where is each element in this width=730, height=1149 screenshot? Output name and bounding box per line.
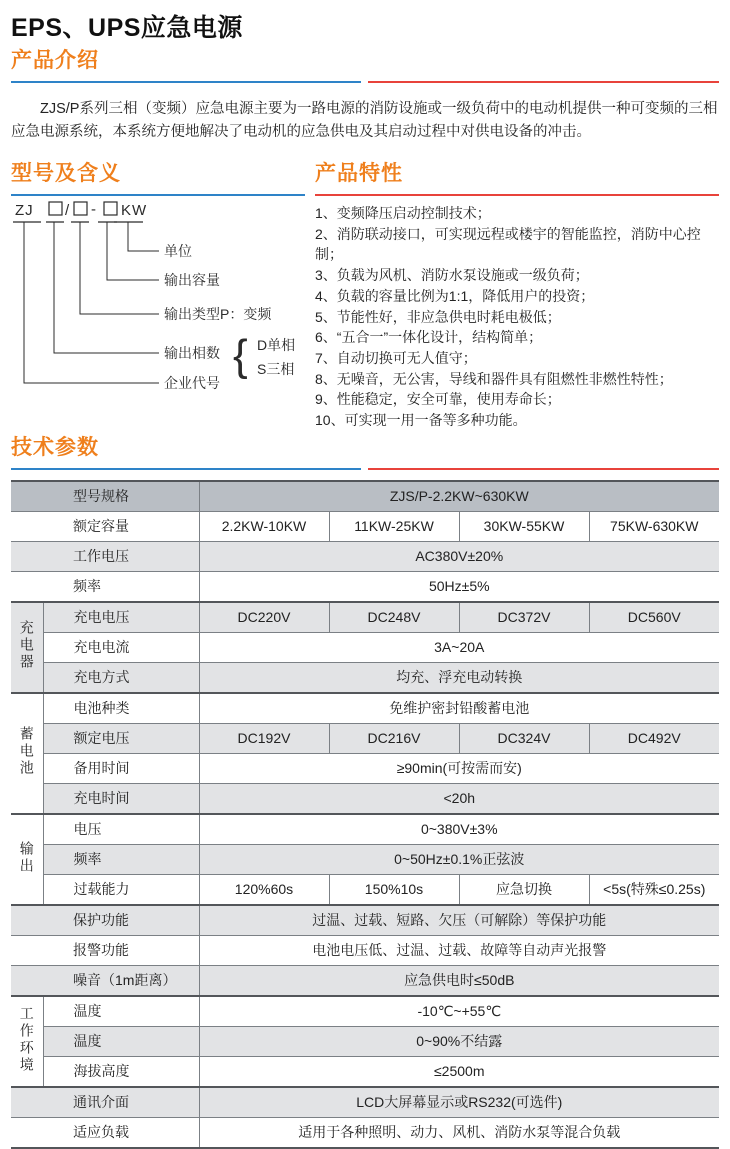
model-code-box (104, 202, 117, 215)
spec-label: 电压 (43, 814, 199, 845)
rule-red-segment (368, 81, 719, 83)
spec-value: DC492V (589, 723, 719, 753)
feature-item: 6、“五合一”一体化设计，结构简单； (315, 329, 543, 346)
table-row (11, 1056, 719, 1087)
table-row (11, 723, 719, 753)
model-code-box (74, 202, 87, 215)
table-row (11, 753, 719, 783)
spec-value: DC324V (459, 723, 589, 753)
spec-value: 电池电压低、过温、过载、故障等自动声光报警 (199, 935, 719, 965)
table-row (11, 481, 719, 512)
spec-value: 应急供电时≤50dB (199, 965, 719, 996)
spec-value: DC216V (329, 723, 459, 753)
feature-item: 9、性能稳定，安全可靠，使用寿命长； (315, 391, 561, 408)
spec-value: 免维护密封铅酸蓄电池 (199, 693, 719, 724)
model-code-prefix: ZJ (15, 202, 34, 219)
feature-item: 4、负载的容量比例为1:1，降低用户的投资； (315, 287, 595, 304)
page-title: EPS、UPS应急电源 (11, 14, 243, 42)
spec-label: 噪音（1m距离） (11, 965, 199, 996)
callout-phase-d: D单相 (257, 337, 296, 353)
spec-label: 保护功能 (11, 905, 199, 936)
feature-item: 8、无噪音，无公害，导线和器件具有阻燃性非燃性特性； (315, 370, 673, 387)
rule-blue-segment (11, 468, 361, 470)
table-row (11, 844, 719, 874)
spec-value: 50Hz±5% (199, 571, 719, 602)
spec-value: 0~90%不结露 (199, 1026, 719, 1056)
model-code-diagram-svg (11, 198, 315, 420)
table-row (11, 1026, 719, 1056)
spec-value: 适用于各种照明、动力、风机、消防水泵等混合负载 (199, 1117, 719, 1148)
spec-value: ≥90min(可按需而安) (199, 753, 719, 783)
section-heading-features: 产品特性 (315, 162, 403, 185)
spec-label: 海拔高度 (43, 1056, 199, 1087)
spec-label: 适应负载 (11, 1117, 199, 1148)
callout-type: 输出类型P：变频 (164, 306, 272, 322)
brace-glyph: { (233, 331, 248, 380)
model-code-diagram (11, 198, 315, 420)
spec-value: 30KW-55KW (459, 511, 589, 541)
feature-item: 10、可实现一用一备等多种功能。 (315, 412, 527, 429)
model-code-slash: / (65, 202, 70, 219)
spec-label: 频率 (43, 844, 199, 874)
spec-label: 电池种类 (43, 693, 199, 724)
spec-value: 均充、浮充电动转换 (199, 662, 719, 693)
spec-label: 充电电压 (43, 602, 199, 633)
table-row (11, 783, 719, 814)
table-row (11, 814, 719, 845)
section-heading-model: 型号及含义 (11, 162, 121, 185)
catalog-page (0, 8, 730, 1149)
callout-company: 企业代号 (164, 375, 220, 391)
feature-item: 7、自动切换可无人值守； (315, 349, 477, 366)
callout-phase-s: S三相 (257, 361, 295, 377)
table-row (11, 541, 719, 571)
spec-label: 充电电流 (43, 632, 199, 662)
spec-value: <5s(特殊≤0.25s) (589, 874, 719, 905)
spec-group-charger: 充电器 (11, 602, 43, 693)
table-row (11, 632, 719, 662)
rule-blue-segment (11, 194, 305, 196)
section-heading-specs: 技术参数 (11, 435, 99, 459)
spec-value: DC220V (199, 602, 329, 633)
spec-label: 充电方式 (43, 662, 199, 693)
spec-value: 过温、过载、短路、欠压（可解除）等保护功能 (199, 905, 719, 936)
callout-unit: 单位 (164, 243, 192, 259)
spec-value: 120%60s (199, 874, 329, 905)
table-row (11, 965, 719, 996)
spec-label: 报警功能 (11, 935, 199, 965)
rule-red-segment (315, 194, 719, 196)
spec-label: 型号规格 (11, 481, 199, 512)
spec-value: 0~380V±3% (199, 814, 719, 845)
rule-red-segment (368, 468, 719, 470)
spec-label: 频率 (11, 571, 199, 602)
table-row (11, 1117, 719, 1148)
spec-value: DC372V (459, 602, 589, 633)
feature-list (315, 198, 719, 431)
spec-label: 温度 (43, 996, 199, 1027)
table-row (11, 996, 719, 1027)
section-heading-intro: 产品介绍 (11, 49, 99, 72)
table-row (11, 905, 719, 936)
spec-value: 应急切换 (459, 874, 589, 905)
spec-value: 2.2KW-10KW (199, 511, 329, 541)
spec-value: ZJS/P-2.2KW~630KW (199, 481, 719, 512)
spec-value: <20h (199, 783, 719, 814)
spec-group-output: 输出 (11, 814, 43, 905)
callout-capacity: 输出容量 (164, 272, 220, 288)
section-rule (11, 194, 719, 196)
spec-value: 0~50Hz±0.1%正弦波 (199, 844, 719, 874)
table-row (11, 571, 719, 602)
spec-value: AC380V±20% (199, 541, 719, 571)
intro-paragraph: ZJS/P系列三相（变频）应急电源主要为一路电源的消防设施或一级负荷中的电动机提供一种可变频的三相应急电源系统，本系统方便地解决了电动机的应急供电及其启动过程中对供电设备的冲击。 (11, 101, 718, 140)
spec-value: DC192V (199, 723, 329, 753)
callout-connectors (24, 222, 159, 383)
feature-item: 2、消防联动接口，可实现远程或楼宇的智能监控，消防中心控制； (315, 225, 701, 263)
rule-blue-segment (11, 81, 361, 83)
spec-value: 3A~20A (199, 632, 719, 662)
table-row (11, 662, 719, 693)
section-rule (11, 468, 719, 470)
spec-label: 温度 (43, 1026, 199, 1056)
table-row (11, 874, 719, 905)
table-row (11, 935, 719, 965)
spec-value: -10℃~+55℃ (199, 996, 719, 1027)
spec-value: DC248V (329, 602, 459, 633)
table-row (11, 1087, 719, 1118)
spec-group-environment: 工作环境 (11, 996, 43, 1087)
spec-value: 75KW-630KW (589, 511, 719, 541)
spec-value: DC560V (589, 602, 719, 633)
section-rule (11, 81, 719, 83)
table-row (11, 511, 719, 541)
feature-item: 5、节能性好，非应急供电时耗电极低； (315, 308, 561, 325)
feature-item: 1、变频降压启动控制技术； (315, 205, 491, 221)
spec-label: 额定电压 (43, 723, 199, 753)
spec-label: 备用时间 (43, 753, 199, 783)
model-code-box (49, 202, 62, 215)
spec-label: 充电时间 (43, 783, 199, 814)
spec-label: 过载能力 (43, 874, 199, 905)
spec-value: 150%10s (329, 874, 459, 905)
table-row (11, 693, 719, 724)
feature-item: 3、负载为风机、消防水泵设施或一级负荷； (315, 267, 589, 284)
spec-value: LCD大屏幕显示或RS232(可选件) (199, 1087, 719, 1118)
two-column-headings (11, 157, 719, 187)
spec-group-battery: 蓄电池 (11, 693, 43, 814)
spec-table (11, 480, 719, 1149)
spec-value: ≤2500m (199, 1056, 719, 1087)
spec-label: 通讯介面 (11, 1087, 199, 1118)
spec-value: 11KW-25KW (329, 511, 459, 541)
model-code-dash: - (91, 201, 96, 218)
spec-label: 额定容量 (11, 511, 199, 541)
table-row (11, 602, 719, 633)
callout-phase: 输出相数 (164, 345, 220, 361)
model-code-suffix: KW (121, 202, 148, 219)
spec-label: 工作电压 (11, 541, 199, 571)
